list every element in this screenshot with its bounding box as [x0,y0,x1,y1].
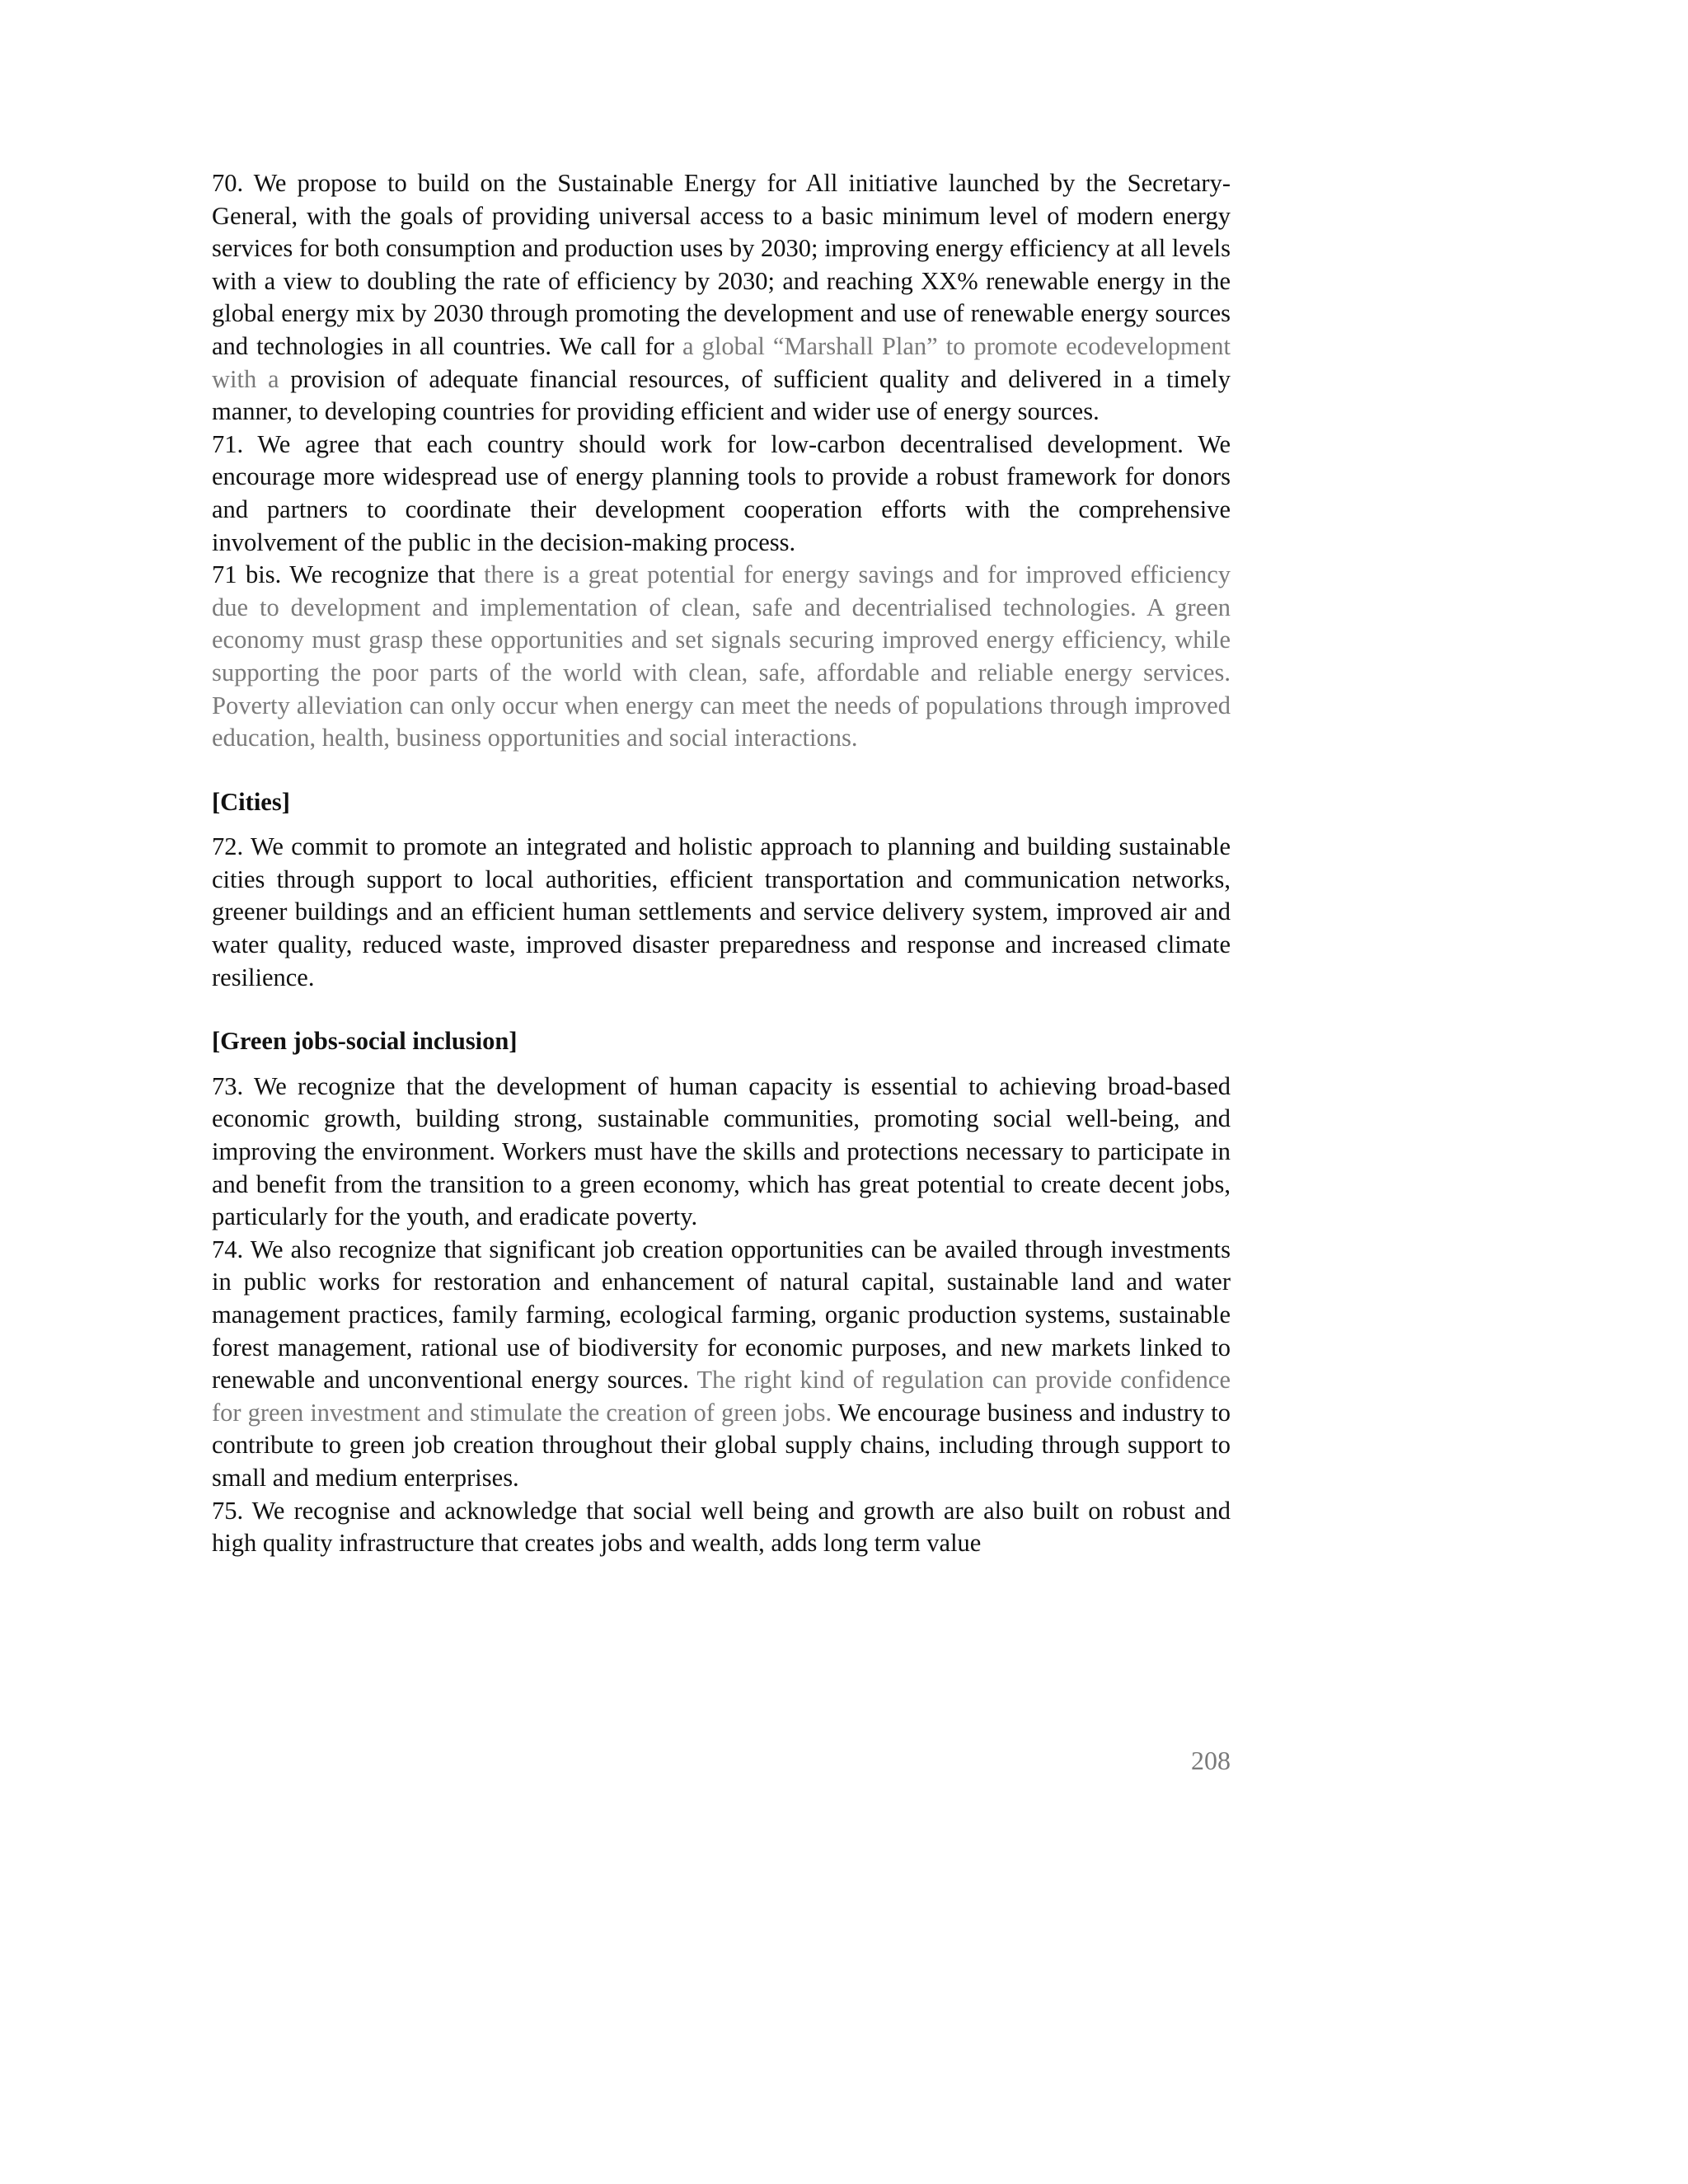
paragraph-70-text-a: 70. We propose to build on the Sustainable Energy for All initiative launched by the Secretary-General, with the goals of providing universal access to a basic minimum level of modern energy services for both consumption and production uses by 2030; improving energy efficiency at all levels with a view to doubling the rate of efficiency by 2030; and reaching XX% renewable energy in the global energy mix by 2030 through promoting the development and use of renewable energy sources and technologies in all countries. We call for [212,169,1231,360]
section-heading-green-jobs: [Green jobs-social inclusion] [212,1027,518,1056]
paragraph-70-highlight: a global “Marshall Plan” to promote ecodevelopment with a [212,331,1231,393]
paragraph-75: 75. We recognise and acknowledge that social well being and growth are also built on robust and high quality infrastructure that creates jobs and wealth, adds long term value [212,1496,1231,1558]
paragraph-74 [212,1234,1231,1495]
paragraph-71-bis [212,559,1231,755]
paragraph-72: 72. We commit to promote an integrated and holistic approach to planning and building sustainable cities through support to local authorities, efficient transportation and communication networks, greener buildings and an efficient human settlements and service delivery system, improved air and water quality, reduced waste, improved disaster preparedness and response and increased climate resilience. [212,832,1231,991]
paragraph-71-bis-text-a: 71 bis. We recognize that [212,560,485,589]
paragraph-73: 73. We recognize that the development of human capacity is essential to achieving broad-based economic growth, building strong, sustainable communities, promoting social well-being, and improving the environment. Workers must have the skills and protections necessary to participate in and benefit from the transition to a green economy, which has great potential to create decent jobs, particularly for the youth, and eradicate poverty. [212,1071,1231,1231]
paragraph-74-highlight: The right kind of regulation can provide confidence for green investment and stimulate the creation of green jobs. [212,1366,1231,1427]
paragraph-74-text-a: 74. We also recognize that significant job creation opportunities can be availed through investments in public works for restoration and enhancement of natural capital, sustainable land and water management practices, family farming, ecological farming, organic production systems, sustainable forest management, rational use of biodiversity for economic purposes, and new markets linked to renewable and unconventional energy sources. [212,1235,1231,1394]
document-page [212,167,1231,1560]
page-number: 208 [1191,1746,1231,1775]
paragraph-71-bis-highlight: there is a great potential for energy savings and for improved efficiency due to development and implementation of clean, safe and decentrialised technologies. A green economy must grasp these opportunities and set signals securing improved energy efficiency, while supporting the poor parts of the world with clean, safe, affordable and reliable energy services. Poverty alleviation can only occur when energy can meet the needs of populations through improved education, health, business opportunities and social interactions. [212,560,1231,752]
paragraph-70-text-c: provision of adequate financial resources, of sufficient quality and delivered in a timely manner, to developing countries for providing efficient and wider use of energy sources. [212,364,1231,426]
section-heading-cities: [Cities] [212,787,290,816]
paragraph-70 [212,167,1231,429]
paragraph-71: 71. We agree that each country should work for low-carbon decentralised development. We encourage more widespread use of energy planning tools to provide a robust framework for donors and partners to coordinate their development cooperation efforts with the comprehensive involvement of the public in the decision-making process. [212,429,1231,556]
paragraph-74-text-c: We encourage business and industry to contribute to green job creation throughout their global supply chains, including through support to small and medium enterprises. [212,1398,1231,1492]
